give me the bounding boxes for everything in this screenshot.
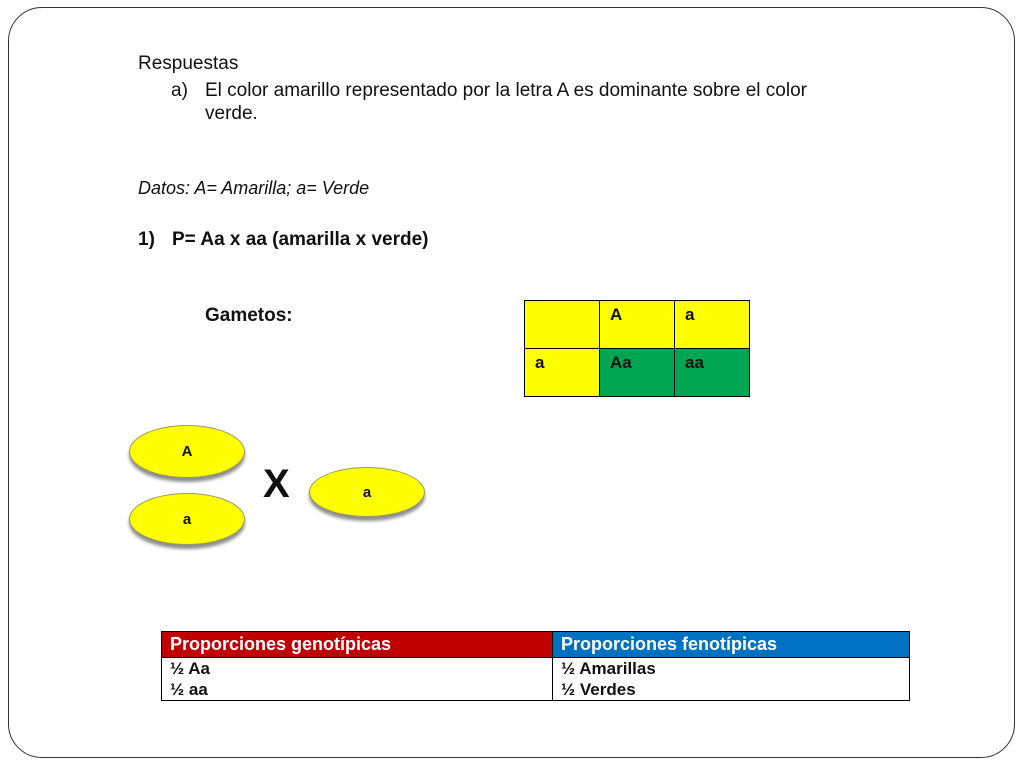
datos-line: Datos: A= Amarilla; a= Verde [138,178,370,198]
punnett-cell-aa: aa [675,349,750,397]
gamete-parent1-a: a [129,493,245,545]
phenotypic-value: ½ Verdes [553,679,910,701]
phenotypic-value: ½ Amarillas [553,658,910,680]
proportions-header-row [162,632,910,658]
table-row [162,679,910,701]
punnett-header-a: a [675,301,750,349]
problem-statement [138,229,428,251]
problem-marker: 1) [138,229,155,250]
header-genotypic: Proporciones genotípicas [162,632,553,658]
answer-a-line1 [171,79,807,103]
punnett-row [525,301,750,349]
answer-a-text: El color amarillo representado por la letra A es dominante sobre el color [205,80,807,101]
gamete-parent2-a: a [309,467,425,517]
punnett-square [524,300,750,397]
punnett-row [525,349,750,397]
genotypic-value: ½ aa [162,679,553,701]
header-phenotypic: Proporciones fenotípicas [553,632,910,658]
gamete-parent1-A: A [129,425,245,478]
respuestas-heading: Respuestas [138,53,239,74]
answer-a-marker: a) [171,80,188,101]
proportions-table [161,631,910,701]
punnett-row-header-a: a [525,349,600,397]
problem-text: P= Aa x aa (amarilla x verde) [172,229,429,250]
gametos-label: Gametos: [205,305,293,326]
punnett-cell-Aa: Aa [600,349,675,397]
genotypic-value: ½ Aa [162,658,553,680]
punnett-cell-corner [525,301,600,349]
cross-symbol: X [263,462,290,506]
answer-a-line2: verde. [205,103,258,124]
punnett-header-A: A [600,301,675,349]
table-row [162,658,910,680]
